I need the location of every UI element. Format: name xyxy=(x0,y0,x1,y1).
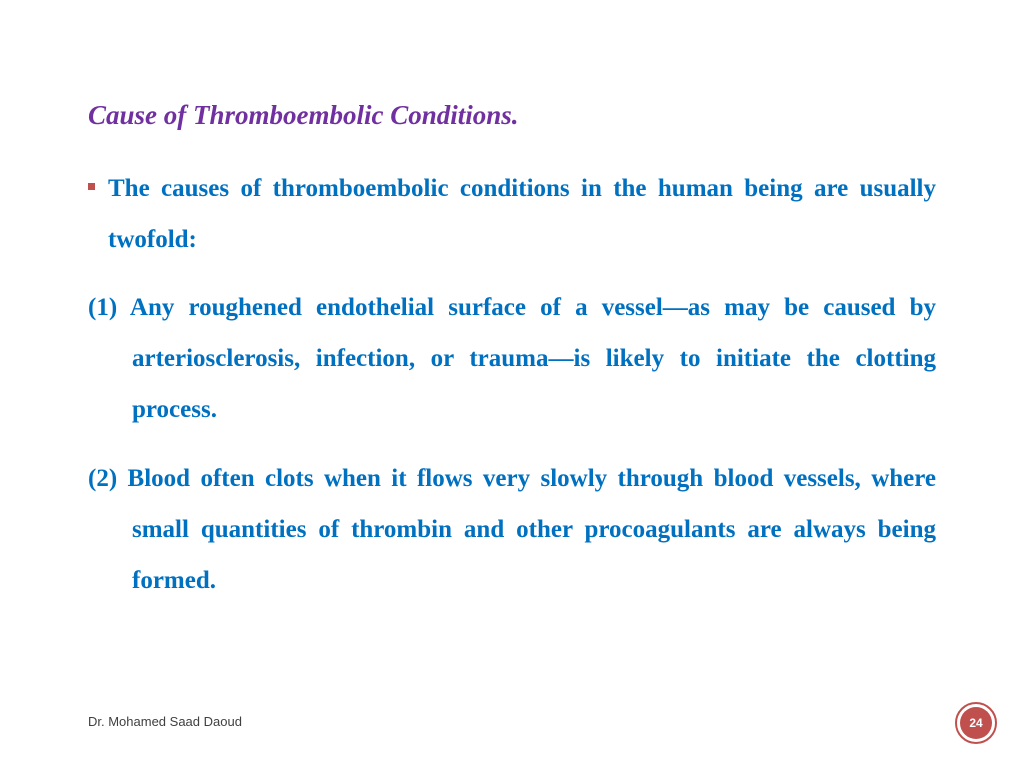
page-number-badge xyxy=(955,702,997,744)
page-number: 24 xyxy=(960,707,992,739)
numbered-item-1: (1) Any roughened endothelial surface of a vessel—as may be caused by arteriosclerosis, infection, or trauma—is likely to initiate the clotting process. xyxy=(88,294,936,423)
bullet-item xyxy=(88,163,936,265)
slide-title: Cause of Thromboembolic Conditions. xyxy=(88,100,519,130)
footer-author: Dr. Mohamed Saad Daoud xyxy=(88,714,242,729)
numbered-item-2: (2) Blood often clots when it flows very slowly through blood vessels, where small quantities of thrombin and other procoagulants are always being formed. xyxy=(88,465,936,594)
square-bullet-icon xyxy=(88,183,95,190)
bullet-text: The causes of thromboembolic conditions in the human being are usually twofold: xyxy=(108,175,936,253)
